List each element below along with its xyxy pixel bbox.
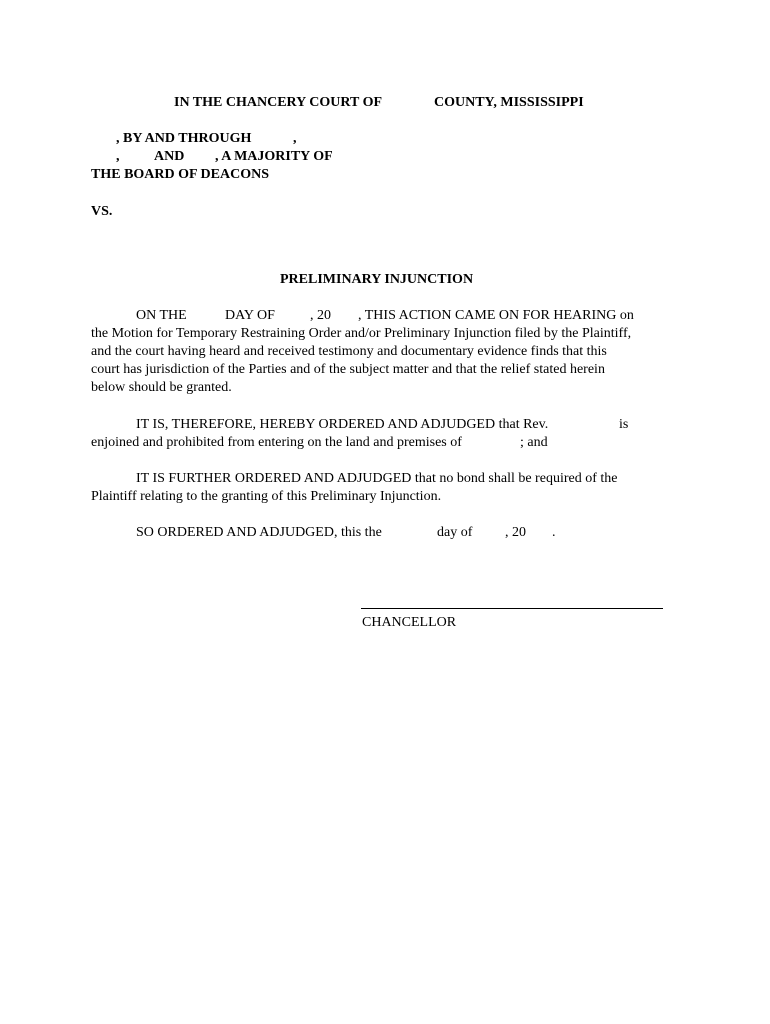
p1-seg4: , THIS ACTION CAME ON FOR HEARING on [358,308,634,323]
p4-seg1: SO ORDERED AND ADJUDGED, this the [136,525,382,540]
signature-line [361,608,663,609]
court-name-prefix: IN THE CHANCERY COURT OF [174,95,383,110]
versus-label: VS. [91,204,113,219]
p1-seg3: , 20 [310,308,331,323]
p4-seg4: . [552,525,556,540]
document-title: PRELIMINARY INJUNCTION [280,272,474,287]
signature-label: CHANCELLOR [362,615,457,630]
p1-line5: below should be granted. [91,380,232,395]
p4-seg3: , 20 [505,525,526,540]
paragraph-1 [91,325,681,397]
p1-seg1: ON THE [136,308,187,323]
party-line-1-comma: , [293,131,297,146]
party-line-1: , BY AND THROUGH [116,131,252,146]
p1-line2: the Motion for Temporary Restraining Order and/or Preliminary Injunction filed by the Plaintiff, [91,326,632,341]
p1-line4: court has jurisdiction of the Parties and of the subject matter and that the relief stated herein [91,362,605,377]
party-line-2-comma: , [116,149,120,164]
p3-line2: Plaintiff relating to the granting of this Preliminary Injunction. [91,489,442,504]
party-line-2-rest: , A MAJORITY OF [215,149,333,164]
p2-line2a: enjoined and prohibited from entering on the land and premises of [91,435,462,450]
p1-seg2: DAY OF [225,308,275,323]
court-name-suffix: COUNTY, MISSISSIPPI [434,95,584,110]
party-line-2-and: AND [154,149,185,164]
p4-seg2: day of [437,525,473,540]
party-line-3: THE BOARD OF DEACONS [91,167,270,182]
p2-seg2: is [619,417,629,432]
p2-seg1: IT IS, THEREFORE, HEREBY ORDERED AND ADJUDGED that Rev. [136,417,549,432]
p3-line1: IT IS FURTHER ORDERED AND ADJUDGED that no bond shall be required of the [136,471,618,486]
p2-line2b: ; and [520,435,548,450]
p1-line3: and the court having heard and received testimony and documentary evidence finds that this [91,344,607,359]
